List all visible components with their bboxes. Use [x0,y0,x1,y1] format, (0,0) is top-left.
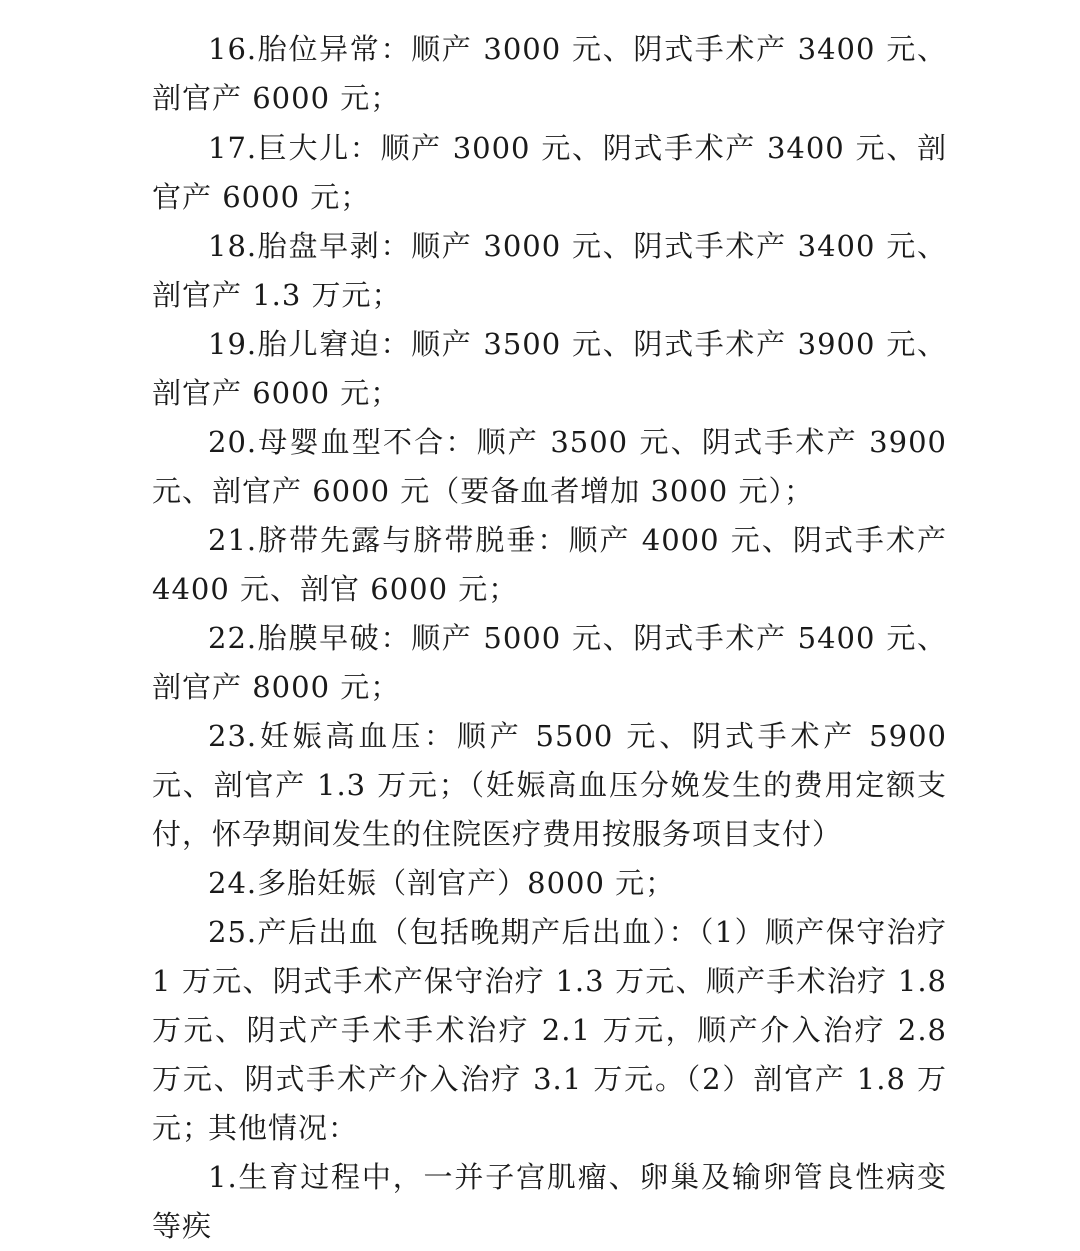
paragraph-24-multiple-pregnancy: 24.多胎妊娠（剖官产）8000 元； [208,866,676,900]
paragraph-16-fetal-position: 16.胎位异常：顺产 3000 元、阴式手术产 3400 元、剖官产 6000 元； [152,32,947,115]
section-heading-other: 其他情况： [208,1111,359,1145]
paragraph-18-placental-abruption: 18.胎盘早剥：顺产 3000 元、阴式手术产 3400 元、剖官产 1.3 万元； [152,229,947,312]
paragraph-23-hypertension: 23.妊娠高血压：顺产 5500 元、阴式手术产 5900 元、剖官产 1.3 万元；（妊娠高血压分娩发生的费用定额支付，怀孕期间发生的住院医疗费用按服务项目支付） [152,719,947,851]
paragraph-19-fetal-distress: 19.胎儿窘迫：顺产 3500 元、阴式手术产 3900 元、剖官产 6000 元； [152,327,947,410]
paragraph-22-membrane-rupture: 22.胎膜早破：顺产 5000 元、阴式手术产 5400 元、剖官产 8000 元； [152,621,947,704]
paragraph-other-1: 1.生育过程中，一并子宫肌瘤、卵巢及输卵管良性病变等疾 [152,1160,947,1243]
paragraph-25-postpartum-hemorrhage: 25.产后出血（包括晚期产后出血）：（1）顺产保守治疗 1 万元、阴式手术产保守治疗 1.3 万元、顺产手术治疗 1.8 万元、阴式产手术手术治疗 2.1 万元，顺产介入治疗 2.8 万元、阴式手术产介入治疗 3.1 万元。（2）剖官产 1.8 万元； [152,915,947,1145]
paragraph-17-macrosomia: 17.巨大儿：顺产 3000 元、阴式手术产 3400 元、剖官产 6000 元； [152,131,947,214]
paragraph-20-blood-type-incompatibility: 20.母婴血型不合：顺产 3500 元、阴式手术产 3900 元、剖官产 6000 元（要备血者增加 3000 元）； [152,425,947,508]
paragraph-21-umbilical-cord: 21.脐带先露与脐带脱垂：顺产 4000 元、阴式手术产 4400 元、剖官 6000 元； [152,523,947,606]
